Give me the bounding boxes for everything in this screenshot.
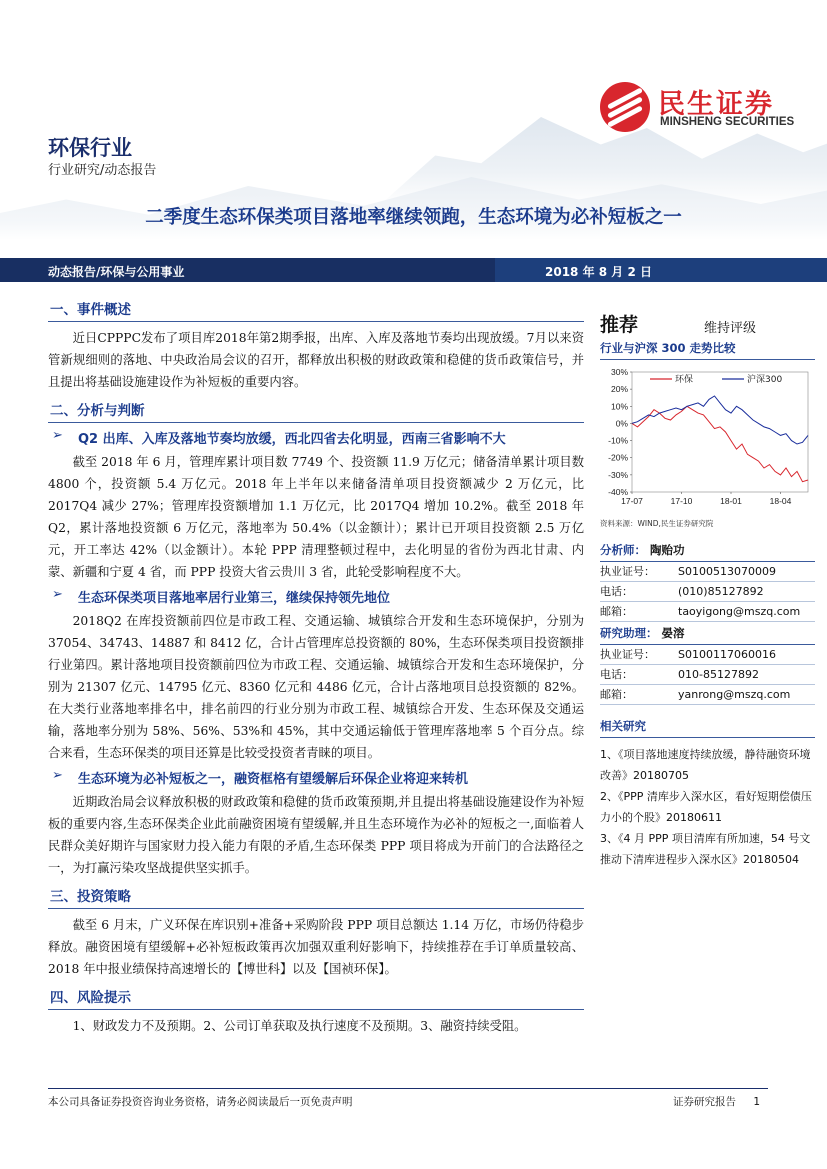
related-list xyxy=(600,744,815,870)
analyst-name: 陶贻功 xyxy=(650,543,685,557)
x-tick-label: 18-04 xyxy=(769,496,792,506)
x-tick-label: 18-01 xyxy=(720,496,742,506)
contact-row xyxy=(600,582,815,602)
rating-note: 维持评级 xyxy=(704,321,757,336)
contact-key: 执业证号： xyxy=(600,648,655,661)
contact-row xyxy=(600,665,815,685)
contact-row xyxy=(600,602,815,622)
related-item[interactable]: 1、《项目落地速度持续放缓，静待融资环境改善》20180705 xyxy=(600,748,811,782)
arrow-icon: ➢ xyxy=(52,768,63,783)
q2-paragraph: 截至 2018 年 6 月，管理库累计项目数 7749 个、投资额 11.9 万亿元；储备清单累计项目数 4800 个，投资额 5.4 万亿元。2018 年上半年以来储备清单项目投资额减少 2 万亿元，比2017Q4 减少 27%；管理库投资额增加 1.1 万亿元，比 2017Q4 增加 10.2%。截至 2018 年 Q2，累计落地投资额 6 万亿元，落地率为 50.4%（以金额计）；累计已开项目投资额 2.5 万亿元，开工率达 42%（以金额计）。本轮 PPP 清理整顿过程中，去化明显的省份为西北甘肃、内蒙、新疆和宁夏 4 省，而 PPP 投资大省云贵川 3 省，此轮受影响程度不大。 xyxy=(48,455,584,579)
report-info-bar xyxy=(0,258,827,282)
page-number: 1 xyxy=(753,1096,760,1108)
analyst-label: 分析师： xyxy=(600,543,646,557)
strategy-paragraph: 截至 6 月末，广义环保在库识别+准备+采购阶段 PPP 项目总额达 1.14 万亿，市场仍待稳步释放。融资困境有望缓解+必补短板政策再次加强双重利好影响下，持续推荐在手订单质量较高、2018 年中报业绩保持高速增长的【博世科】以及【国祯环保】。 xyxy=(48,918,584,976)
related-item[interactable]: 3、《4 月 PPP 项目清库有所加速，54 号文推动下清库进程步入深水区》20180504 xyxy=(600,832,811,866)
y-tick-label: 20% xyxy=(610,384,628,395)
page-footer xyxy=(48,1088,768,1109)
section-title-risk: 四、风险提示 xyxy=(48,984,584,1010)
logo-name-en: MINSHENG SECURITIES xyxy=(660,116,795,128)
report-title: 二季度生态环保类项目落地率继续领跑，生态环境为必补短板之一 xyxy=(145,207,682,228)
contact-key: 邮箱： xyxy=(600,605,633,618)
contact-row xyxy=(600,685,815,705)
arrow-icon: ➢ xyxy=(52,428,63,443)
event-paragraph: 近日CPPPC发布了项目库2018年第2期季报，出库、入库及落地节奏均出现放缓。7月以来资管新规细则的落地、中央政治局会议的召开，都释放出积极的财政政策和稳健的货币政策信号，并且提出将基础设施建设作为补短板的重要内容。 xyxy=(48,331,584,389)
section-title-strategy: 三、投资策略 xyxy=(48,883,584,909)
assistant-name: 晏溶 xyxy=(661,626,685,640)
company-logo xyxy=(600,80,800,134)
industry-label: 环保行业 xyxy=(48,136,132,160)
section-title-analysis: 二、分析与判断 xyxy=(48,397,584,423)
contact-value: 010-85127892 xyxy=(678,668,759,681)
footer-report-label: 证券研究报告 xyxy=(672,1096,736,1108)
y-tick-label: 0% xyxy=(615,418,628,429)
report-date: 2018 年 8 月 2 日 xyxy=(545,265,652,279)
footer-right xyxy=(673,1094,760,1109)
series-line-0 xyxy=(632,406,808,481)
contact-row xyxy=(600,562,815,582)
legend-label: 环保 xyxy=(675,375,694,385)
y-tick-label: -40% xyxy=(608,487,628,497)
subheading-q2 xyxy=(48,428,584,447)
landing-rate-paragraph: 2018Q2 在库投资额前四位是市政工程、交通运输、城镇综合开发和生态环境保护，分别为 37054、34743、14887 和 8412 亿，合计占管理库总投资额的 80%，生态环保类项目投资额排行业第四。累计落地项目投资额前四位为市政工程、交通运输、城镇综合开发和生态环境保护，分别为 21307 亿元、14795 亿元、8360 亿元和 4486 亿元，合计占落地项目总投资额的 82%。在大类行业落地率排名中，排名前四的行业分别为市政工程、城镇综合开发、生态环保及交通运输，落地率分别为 58%、56%、53%和 45%，其中交通运输低于管理库落地率 5 个百分点。综合来看，生态环保类的项目还算是比较受投资者青睐的项目。 xyxy=(48,614,584,760)
section-title-event: 一、事件概述 xyxy=(48,296,584,322)
logo-name-cn: 民生证券 xyxy=(658,89,774,120)
sidebar xyxy=(600,310,815,870)
report-category: 动态报告/环保与公用事业 xyxy=(48,265,185,279)
y-tick-label: 30% xyxy=(610,367,628,377)
main-content xyxy=(48,296,584,1041)
shortboard-paragraph: 近期政治局会议释放积极的财政政策和稳健的货币政策预期,并且提出将基础设施建设作为补短板的重要内容,生态环保类企业此前融资困境有望缓解,并且生态环境作为必补的短板之一,面临着人民群众美好期许与国家财力投入能力有限的矛盾,生态环保类 PPP 项目将成为开前门的合法路径之一，为打赢污染攻坚战提供坚实抓手。 xyxy=(48,795,584,875)
related-heading: 相关研究 xyxy=(600,715,815,738)
rating: 推荐 xyxy=(600,314,639,336)
y-tick-label: -20% xyxy=(608,452,628,463)
contact-email[interactable]: yanrong@mszq.com xyxy=(678,688,791,701)
y-tick-label: -10% xyxy=(608,435,628,446)
chart-title: 行业与沪深 300 走势比较 xyxy=(600,340,815,360)
subheading-q2-text: Q2 出库、入库及落地节奏均放缓，西北四省去化明显，西南三省影响不大 xyxy=(78,432,506,447)
related-item[interactable]: 2、《PPP 清库步入深水区，看好短期偿债压力小的个股》20180611 xyxy=(600,790,812,824)
analyst-contacts xyxy=(600,562,815,622)
contact-key: 执业证号： xyxy=(600,565,655,578)
assistant-heading xyxy=(600,622,815,645)
assistant-label: 研究助理： xyxy=(600,626,658,640)
x-tick-label: 17-10 xyxy=(670,496,693,506)
chart-source: 资料来源：WIND,民生证券研究院 xyxy=(600,519,714,528)
contact-key: 电话： xyxy=(600,668,633,681)
analyst-heading xyxy=(600,539,815,562)
trend-chart xyxy=(600,364,815,514)
y-tick-label: -30% xyxy=(608,469,628,480)
arrow-icon: ➢ xyxy=(52,587,63,602)
risk-paragraph: 1、财政发力不及预期。2、公司订单获取及执行速度不及预期。3、融资持续受阻。 xyxy=(72,1019,527,1033)
disclaimer-note: 本公司具备证券投资咨询业务资格，请务必阅读最后一页免责声明 xyxy=(48,1096,353,1108)
assistant-contacts xyxy=(600,645,815,705)
contact-value: (010)85127892 xyxy=(678,585,764,598)
contact-email[interactable]: taoyigong@mszq.com xyxy=(678,605,801,618)
report-type: 行业研究/动态报告 xyxy=(48,163,157,178)
subheading-landing-rate-text: 生态环保类项目落地率居行业第三，继续保持领先地位 xyxy=(78,591,391,606)
contact-key: 电话： xyxy=(600,585,633,598)
contact-value: S0100513070009 xyxy=(678,565,776,578)
trend-chart-svg xyxy=(600,364,815,514)
legend-label: 沪深300 xyxy=(747,375,783,385)
logo-icon xyxy=(600,82,650,132)
subheading-landing-rate xyxy=(48,587,584,606)
contact-value: S0100117060016 xyxy=(678,648,776,661)
subheading-shortboard xyxy=(48,768,584,787)
y-tick-label: 10% xyxy=(610,401,628,412)
contact-row xyxy=(600,645,815,665)
rating-block xyxy=(600,310,815,338)
x-tick-label: 17-07 xyxy=(621,496,643,506)
report-header xyxy=(0,0,827,258)
subheading-shortboard-text: 生态环境为必补短板之一，融资框格有望缓解后环保企业将迎来转机 xyxy=(78,772,469,787)
series-line-1 xyxy=(632,396,808,444)
contact-key: 邮箱： xyxy=(600,688,633,701)
